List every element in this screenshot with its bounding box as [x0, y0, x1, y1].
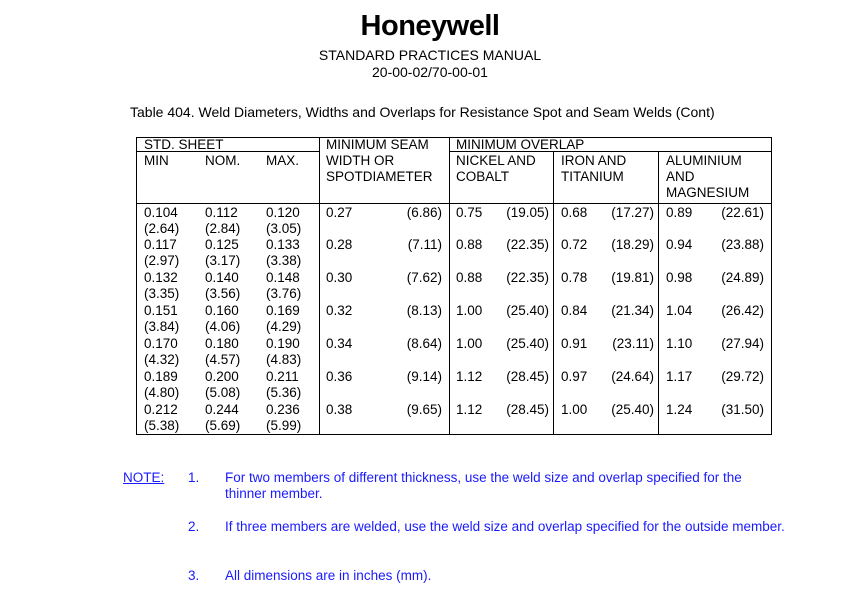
min-value: 0.189: [144, 369, 178, 384]
table-row: [137, 303, 771, 335]
alu-mm-value: (26.42): [721, 303, 764, 318]
nom-mm-value: (3.56): [205, 286, 241, 301]
alu-mm-value: (27.94): [721, 336, 764, 351]
seam-header-3: SPOTDIAMETER: [326, 169, 433, 184]
min-header: MIN: [144, 153, 169, 168]
iron-mm-value: (24.64): [611, 369, 654, 384]
alu-header-1: ALUMINIUM: [666, 153, 742, 168]
seam-header-2: WIDTH OR: [326, 153, 395, 168]
iron-value: 0.91: [561, 336, 588, 351]
min-mm-value: (2.97): [144, 253, 180, 268]
table-row: [137, 336, 771, 368]
min-mm-value: (5.38): [144, 418, 180, 433]
table-row: [137, 237, 771, 269]
iron-mm-value: (19.81): [611, 270, 654, 285]
alu-value: 1.10: [666, 336, 693, 351]
seam-mm-value: (9.14): [406, 369, 442, 384]
nom-value: 0.125: [205, 237, 239, 252]
overlap-header: MINIMUM OVERLAP: [456, 137, 585, 152]
iron-value: 0.84: [561, 303, 588, 318]
nom-mm-value: (3.17): [205, 253, 241, 268]
note-text: For two members of different thickness, use the weld size and overlap specified for the thinner member.: [225, 470, 742, 501]
nickel-mm-value: (28.45): [506, 369, 549, 384]
table-row: [137, 402, 771, 434]
iron-value: 0.68: [561, 205, 588, 220]
nickel-mm-value: (28.45): [506, 402, 549, 417]
nom-value: 0.244: [205, 402, 239, 417]
iron-value: 0.78: [561, 270, 588, 285]
max-mm-value: (3.05): [266, 221, 302, 236]
min-mm-value: (4.80): [144, 385, 180, 400]
nom-mm-value: (4.06): [205, 319, 241, 334]
min-mm-value: (2.64): [144, 221, 180, 236]
min-value: 0.104: [144, 205, 178, 220]
seam-mm-value: (8.13): [406, 303, 442, 318]
min-value: 0.132: [144, 270, 178, 285]
manual-title: STANDARD PRACTICES MANUAL: [318, 47, 542, 63]
nom-header: NOM.: [205, 153, 241, 168]
alu-header-3: MAGNESIUM: [666, 185, 750, 200]
max-value: 0.133: [266, 237, 300, 252]
iron-mm-value: (23.11): [612, 336, 654, 351]
max-value: 0.120: [266, 205, 300, 220]
nom-value: 0.112: [205, 205, 238, 220]
alu-value: 1.24: [666, 402, 693, 417]
max-value: 0.211: [266, 369, 299, 384]
iron-value: 1.00: [561, 402, 588, 417]
nom-value: 0.160: [205, 303, 239, 318]
nickel-value: 0.75: [456, 205, 483, 220]
table-row: [137, 369, 771, 401]
seam-value: 0.30: [326, 270, 353, 285]
nickel-mm-value: (22.35): [506, 270, 549, 285]
iron-value: 0.72: [561, 237, 588, 252]
alu-mm-value: (29.72): [721, 369, 764, 384]
min-value: 0.151: [144, 303, 178, 318]
alu-value: 0.89: [666, 205, 693, 220]
nickel-value: 1.12: [456, 402, 483, 417]
note-number: 3.: [188, 568, 200, 583]
seam-value: 0.32: [326, 303, 353, 318]
document-number: 20-00-02/70-00-01: [372, 64, 488, 80]
iron-mm-value: (17.27): [611, 205, 654, 220]
seam-value: 0.36: [326, 369, 353, 384]
alu-mm-value: (31.50): [721, 402, 764, 417]
max-mm-value: (4.29): [266, 319, 302, 334]
nickel-value: 0.88: [456, 237, 483, 252]
seam-mm-value: (7.62): [406, 270, 442, 285]
note-text: If three members are welded, use the weld size and overlap specified for the outside member.: [225, 519, 785, 534]
min-mm-value: (3.84): [144, 319, 180, 334]
alu-header-2: AND: [666, 169, 695, 184]
nickel-mm-value: (25.40): [506, 336, 549, 351]
max-mm-value: (3.38): [266, 253, 302, 268]
nom-mm-value: (2.84): [205, 221, 241, 236]
max-value: 0.169: [266, 303, 300, 318]
table-row: [137, 270, 771, 302]
seam-mm-value: (9.65): [406, 402, 442, 417]
alu-mm-value: (24.89): [721, 270, 764, 285]
note-number: 1.: [188, 470, 200, 485]
iron-mm-value: (25.40): [611, 402, 654, 417]
nom-mm-value: (5.08): [205, 385, 241, 400]
alu-mm-value: (22.61): [721, 205, 764, 220]
note-number: 2.: [188, 519, 200, 534]
min-value: 0.117: [144, 237, 177, 252]
nickel-mm-value: (19.05): [506, 205, 549, 220]
seam-value: 0.28: [326, 237, 353, 252]
nom-value: 0.180: [205, 336, 239, 351]
iron-mm-value: (18.29): [611, 237, 654, 252]
std-sheet-header: STD. SHEET: [144, 137, 224, 152]
note-label-link[interactable]: NOTE:: [123, 470, 165, 485]
nickel-value: 1.12: [456, 369, 483, 384]
nom-mm-value: (5.69): [205, 418, 241, 433]
alu-value: 1.17: [666, 369, 693, 384]
nickel-mm-value: (22.35): [506, 237, 549, 252]
seam-value: 0.34: [326, 336, 353, 351]
seam-value: 0.38: [326, 402, 353, 417]
nom-value: 0.200: [205, 369, 239, 384]
nom-value: 0.140: [205, 270, 239, 285]
min-mm-value: (4.32): [144, 352, 180, 367]
seam-mm-value: (7.11): [407, 237, 442, 252]
iron-header-1: IRON AND: [561, 153, 627, 168]
alu-value: 1.04: [666, 303, 693, 318]
alu-value: 0.98: [666, 270, 693, 285]
max-mm-value: (5.36): [266, 385, 302, 400]
table-caption: Table 404. Weld Diameters, Widths and Overlaps for Resistance Spot and Seam Welds (Cont): [130, 104, 715, 120]
nickel-value: 0.88: [456, 270, 483, 285]
seam-value: 0.27: [326, 205, 353, 220]
min-value: 0.212: [144, 402, 178, 417]
nickel-value: 1.00: [456, 336, 483, 351]
nom-mm-value: (4.57): [205, 352, 241, 367]
min-mm-value: (3.35): [144, 286, 180, 301]
brand-logo: Honeywell: [360, 10, 500, 42]
nickel-mm-value: (25.40): [506, 303, 549, 318]
note-text: All dimensions are in inches (mm).: [225, 568, 432, 583]
nickel-header-1: NICKEL AND: [456, 153, 536, 168]
iron-mm-value: (21.34): [611, 303, 654, 318]
table-row: [137, 205, 771, 237]
seam-header-1: MINIMUM SEAM: [326, 137, 429, 152]
iron-value: 0.97: [561, 369, 588, 384]
alu-value: 0.94: [666, 237, 693, 252]
max-header: MAX.: [266, 153, 300, 168]
seam-mm-value: (8.64): [406, 336, 442, 351]
max-mm-value: (4.83): [266, 352, 302, 367]
iron-header-2: TITANIUM: [561, 169, 624, 184]
min-value: 0.170: [144, 336, 178, 351]
max-value: 0.148: [266, 270, 300, 285]
nickel-header-2: COBALT: [456, 169, 510, 184]
max-value: 0.236: [266, 402, 300, 417]
max-mm-value: (3.76): [266, 286, 302, 301]
max-value: 0.190: [266, 336, 300, 351]
alu-mm-value: (23.88): [721, 237, 764, 252]
seam-mm-value: (6.86): [406, 205, 442, 220]
header-divider: [137, 203, 771, 204]
weld-table: [136, 137, 772, 435]
nickel-value: 1.00: [456, 303, 483, 318]
max-mm-value: (5.99): [266, 418, 302, 433]
